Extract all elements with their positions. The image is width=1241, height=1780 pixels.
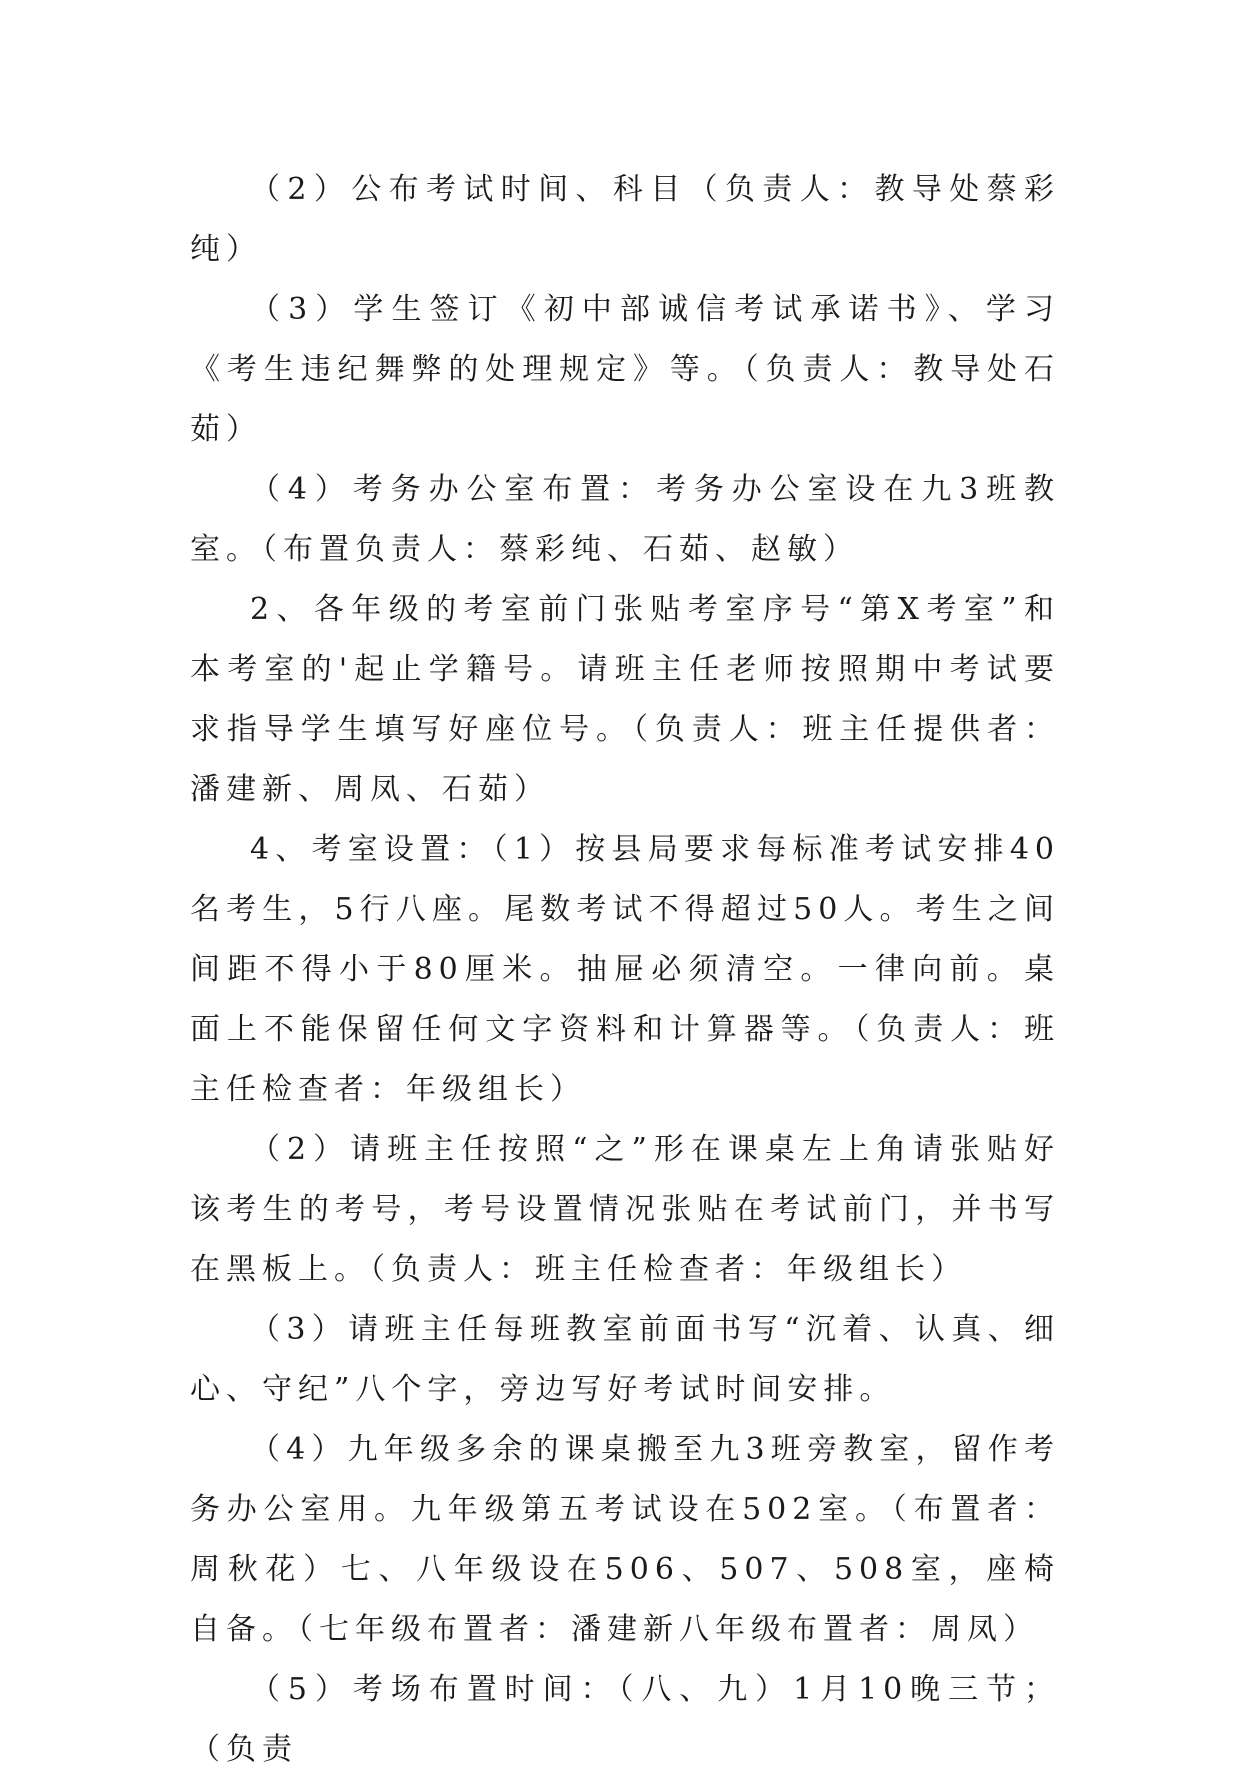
paragraph-room-setup: 4、考室设置：（1）按县局要求每标准考试安排40名考生，5行八座。尾数考试不得超过50人。考生之间间距不得小于80厘米。抽屉必须清空。一律向前。桌面上不能保留任何文字资料和计算器等。（负责人：班主任检查者：年级组长）: [190, 832, 1060, 1107]
paragraph-extra-desks: （4）九年级多余的课桌搬至九3班旁教室，留作考务办公室用。九年级第五考试设在502室。（布置者：周秋花）七、八年级设在506、507、508室，座椅自备。（七年级布置者：潘建新八年级布置者：周凤）: [190, 1432, 1060, 1647]
paragraph-setup-time: （5）考场布置时间：（八、九）1月10晚三节；（负责: [190, 1672, 1060, 1767]
paragraph-room-signage: 2、各年级的考室前门张贴考室序号“第X考室”和本考室的'起止学籍号。请班主任老师按照期中考试要求指导学生填写好座位号。（负责人：班主任提供者：潘建新、周凤、石茹）: [190, 592, 1060, 807]
paragraph-exam-office: （4）考务办公室布置：考务办公室设在九3班教室。（布置负责人：蔡彩纯、石茹、赵敏）: [190, 472, 1060, 567]
paragraph-blackboard-motto: （3）请班主任每班教室前面书写“沉着、认真、细心、守纪”八个字，旁边写好考试时间安排。: [190, 1312, 1060, 1407]
paragraph-publish-schedule: （2）公布考试时间、科目（负责人：教导处蔡彩纯）: [190, 172, 1060, 267]
paragraph-integrity-pledge: （3）学生签订《初中部诚信考试承诺书》、学习《考生违纪舞弊的处理规定》等。（负责人：教导处石茹）: [190, 292, 1060, 447]
document-body: [190, 160, 1060, 1780]
paragraph-seat-numbers: （2）请班主任按照“之”形在课桌左上角请张贴好该考生的考号，考号设置情况张贴在考试前门，并书写在黑板上。（负责人：班主任检查者：年级组长）: [190, 1132, 1060, 1287]
